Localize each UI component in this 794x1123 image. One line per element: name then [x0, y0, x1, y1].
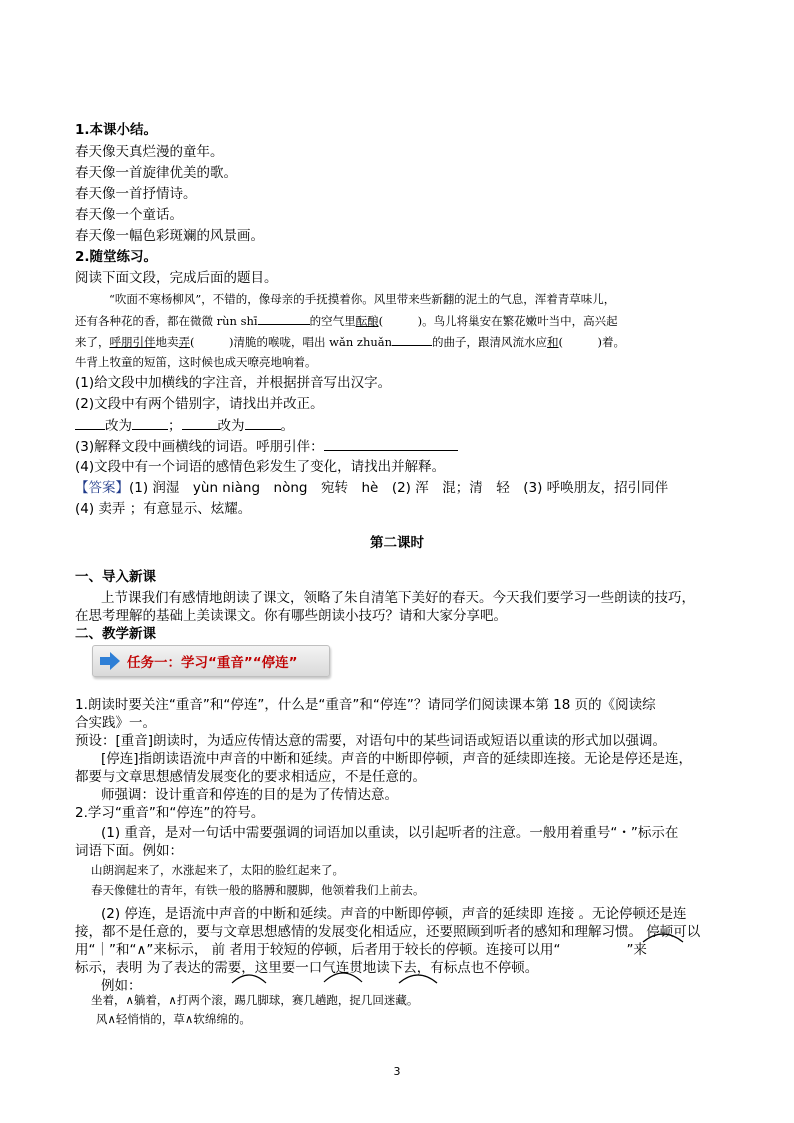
summary-line: 春天像一首抒情诗。 [75, 186, 197, 202]
example-sentence: 春天像健壮的青年，有铁一般的胳膊和腰脚，他领着我们上前去。 [91, 883, 425, 897]
paragraph: 合实践》一。 [75, 715, 156, 731]
example-sentence: 风∧轻悄悄的，草∧软绵绵的。 [96, 1012, 251, 1026]
passage-line: 还有各种花的香，都在微微 rùn shī 的空气里酝酿( )。鸟儿将巢安在繁花嫩叶当中，高兴起 [75, 310, 618, 331]
intro-text: 上节课我们有感情地朗读了课文，领略了朱自清笔下美好的春天。今天我们要学习一些朗读的技巧， [101, 590, 695, 606]
section-heading: 一、导入新课 [75, 569, 156, 585]
summary-line: 春天像一幅色彩斑斓的风景画。 [75, 228, 264, 244]
paragraph: 都要与文章思想感情发展变化的要求相适应，不是任意的。 [75, 769, 426, 785]
question-2: (2)文段中有两个错别字，请找出并改正。 [75, 396, 324, 412]
answer-tag: 【答案】 [75, 480, 129, 496]
paragraph: [停连]指朗读语流中声音的中断和延续。声音的中断即停顿，声音的延续即连接。无论是停还是连， [101, 751, 693, 767]
task-label: 任务一：学习“重音”“停连” [127, 655, 298, 671]
paragraph: 预设：[重音]朗读时，为适应传情达意的需要，对语句中的某些词语或短语以重读的形式加以强调。 [75, 733, 667, 749]
paragraph: (2) 停连，是语流中声音的中断和延续。声音的中断即停顿，声音的延续即 连接 。无论停顿还是连 [101, 906, 687, 922]
task-banner [92, 645, 330, 677]
answer-line: 【答案】(1) 润湿 yùn niàng nòng 宛转 hè (2) 浑 混；清 轻 (3) 呼唤朋友，招引同伴 [75, 480, 669, 496]
example-sentence: 坐着，∧躺着，∧打两个滚，踢几脚球，赛几趟跑，捉几回迷藏。 [91, 993, 419, 1007]
section-heading: 二、教学新课 [75, 626, 156, 642]
passage-line: 牛背上牧童的短笛，这时候也成天嘹亮地响着。 [75, 355, 317, 369]
passage-line: 来了，呼朋引伴地卖弄( )清脆的喉咙，唱出 wǎn zhuǎn 的曲子，跟清风流水应和( )着。 [75, 331, 625, 352]
summary-line: 春天像一个童话。 [75, 207, 183, 223]
summary-line: 春天像天真烂漫的童年。 [75, 144, 224, 160]
link-arc-mark [229, 969, 269, 985]
link-arc-mark [640, 928, 686, 944]
link-arc-mark [396, 969, 440, 985]
arrow-right-icon [99, 650, 121, 672]
practice-heading: 2.随堂练习。 [75, 249, 158, 265]
answer-line: (4) 卖弄 ；有意显示、炫耀。 [75, 501, 252, 517]
paragraph: 词语下面。例如： [75, 843, 183, 859]
example-sentence: 山朗润起来了，水涨起来了，太阳的脸红起来了。 [91, 863, 344, 877]
question-4: (4)文段中有一个词语的感情色彩发生了变化，请找出并解释。 [75, 459, 446, 475]
link-arc-mark [321, 966, 365, 984]
paragraph: 师强调：设计重音和停连的目的是为了传情达意。 [101, 787, 398, 803]
page-number: 3 [393, 1065, 401, 1078]
paragraph: 接，都不是任意的，要与文章思想感情的发展变化相适应，还要照顾到听者的感知和理解习惯。 停顿可以 [75, 924, 701, 940]
practice-instruction: 阅读下面文段，完成后面的题目。 [75, 270, 278, 286]
lesson-title: 第二课时 [370, 535, 424, 551]
paragraph: 2.学习“重音”和“停连”的符号。 [75, 805, 265, 821]
paragraph: 1.朗读时要关注“重音”和“停连”，什么是“重音”和“停连”？请同学们阅读课本第 18 页的《阅读综 [75, 697, 656, 713]
paragraph: 用“｜”和“∧”来标示， 前 者用于较短的停顿，后者用于较长的停顿。连接可以用“ ”来 [75, 942, 647, 958]
intro-text: 在思考理解的基础上美读课文。你有哪些朗读小技巧？请和大家分享吧。 [75, 608, 507, 624]
question-3: (3)解释文段中画横线的词语。呼朋引伴： [75, 436, 458, 457]
passage-line: “吹面不寒杨柳风”，不错的，像母亲的手抚摸着你。风里带来些新翻的泥土的气息，浑着青草味儿， [109, 292, 616, 306]
summary-heading: 1.本课小结。 [75, 122, 158, 138]
example-label: 例如： [101, 978, 142, 994]
paragraph: (1) 重音，是对一句话中需要强调的词语加以重读，以引起听者的注意。一般用着重号“・”标示在 [101, 825, 679, 841]
question-1: (1)给文段中加横线的字注音，并根据拼音写出汉字。 [75, 375, 392, 391]
paragraph: 标示，表明 为了表达的需要，这里要一口气连贯地读下去，有标点也不停顿。 [75, 960, 539, 976]
question-2-blanks: 改为 ； 改为 。 [75, 415, 294, 436]
summary-line: 春天像一首旋律优美的歌。 [75, 165, 237, 181]
